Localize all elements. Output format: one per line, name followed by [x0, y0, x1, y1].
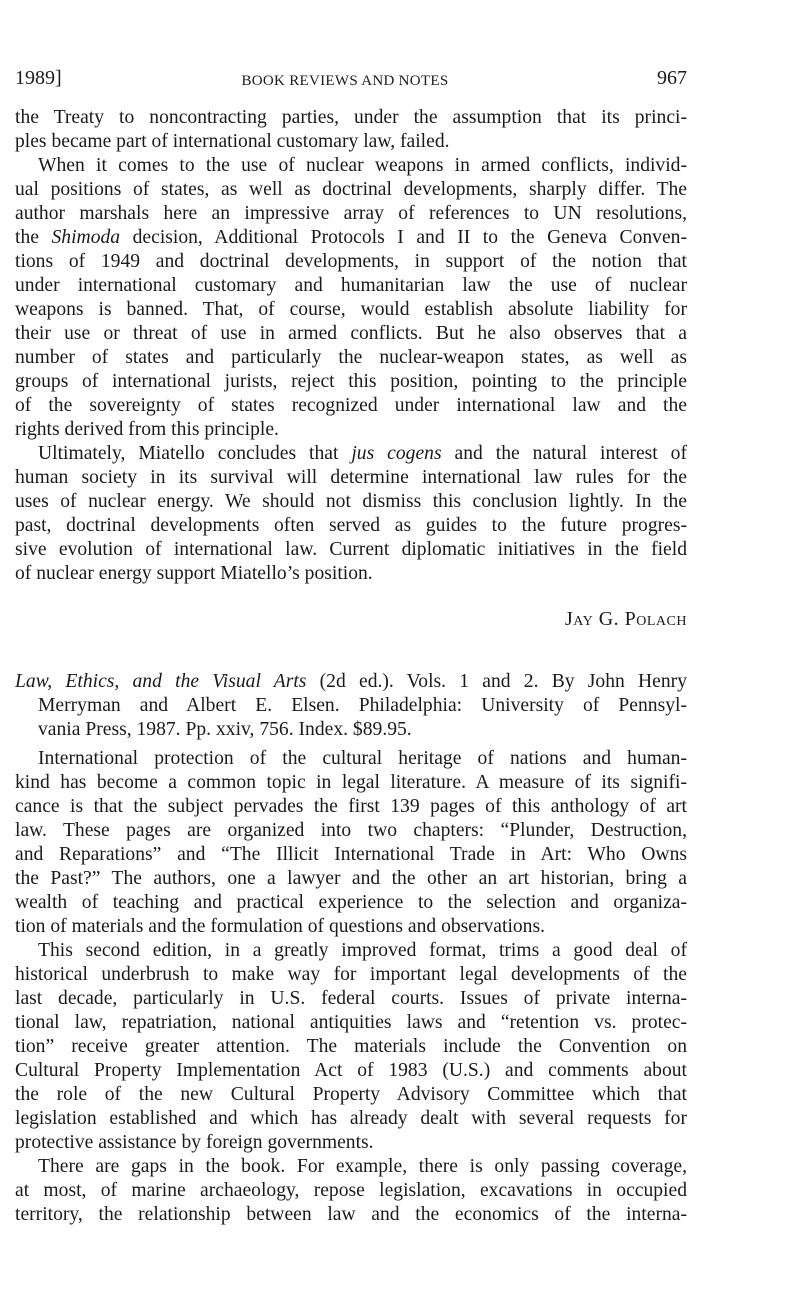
text-segment: rights derived from this principle.	[15, 419, 279, 440]
text-segment: (2d ed.). Vols. 1 and 2. By John Henry	[306, 671, 687, 692]
text-segment: Cultural Property Implementation Act of 1983 (U.S.) and comments about	[15, 1060, 687, 1081]
paragraph-line	[15, 867, 687, 891]
paragraph-line	[15, 1083, 687, 1107]
paragraph-line	[15, 346, 687, 370]
paragraph-line	[15, 466, 687, 490]
text-segment: the	[15, 227, 52, 248]
paragraph-line	[15, 1131, 687, 1155]
paragraph-line	[15, 250, 687, 274]
book-citation-line	[15, 670, 687, 694]
paragraph-line	[38, 1155, 687, 1179]
paragraph-line	[38, 939, 687, 963]
paragraph-line	[15, 1203, 687, 1227]
paragraph-line	[38, 154, 687, 178]
paragraph-line	[15, 771, 687, 795]
paragraph-line	[38, 747, 687, 771]
text-segment: tion of materials and the formulation of questions and observations.	[15, 916, 546, 937]
paragraph-line	[15, 490, 687, 514]
paragraph-line	[15, 1059, 687, 1083]
paragraph-line	[15, 514, 687, 538]
text-segment: cance is that the subject pervades the first 139 pages of this anthology of art	[15, 796, 687, 817]
paragraph-line	[15, 843, 687, 867]
paragraph-line	[15, 1179, 687, 1203]
paragraph-line	[15, 963, 687, 987]
text-segment: legislation established and which has already dealt with several requests for	[15, 1108, 687, 1129]
text-segment: and the natural interest of	[441, 443, 687, 464]
paragraph-line	[15, 226, 687, 250]
text-segment: last decade, particularly in U.S. federal courts. Issues of private interna-	[15, 988, 687, 1009]
paragraph-line	[15, 1035, 687, 1059]
paragraph-line	[15, 987, 687, 1011]
reviewer-signature: Jay G. Polach	[564, 608, 687, 630]
text-segment: author marshals here an impressive array of references to UN resolutions,	[15, 203, 687, 224]
page-number: 967	[657, 67, 687, 89]
text-segment: the role of the new Cultural Property Advisory Committee which that	[15, 1084, 687, 1105]
text-segment: past, doctrinal developments often served as guides to the future progres-	[15, 515, 687, 536]
text-segment: This second edition, in a greatly improved format, trims a good deal of	[38, 940, 687, 961]
text-segment: weapons is banned. That, of course, would establish absolute liability for	[15, 299, 687, 320]
paragraph-line	[15, 1011, 687, 1035]
running-head-title: BOOK REVIEWS AND NOTES	[241, 73, 449, 89]
text-segment: historical underbrush to make way for important legal developments of the	[15, 964, 687, 985]
book-citation-line	[38, 694, 687, 718]
paragraph-line	[38, 442, 687, 466]
text-segment: Ultimately, Miatello concludes that	[38, 443, 352, 464]
text-segment: ual positions of states, as well as doctrinal developments, sharply differ. The	[15, 179, 687, 200]
text-segment: groups of international jurists, reject this position, pointing to the principle	[15, 371, 687, 392]
text-segment: at most, of marine archaeology, repose legislation, excavations in occupied	[15, 1180, 687, 1201]
text-segment: kind has become a common topic in legal literature. A measure of its signifi-	[15, 772, 687, 793]
paragraph-line	[15, 915, 687, 939]
paragraph-line	[15, 202, 687, 226]
text-segment: and Reparations” and “The Illicit International Trade in Art: Who Owns	[15, 844, 687, 865]
text-segment: of the sovereignty of states recognized under international law and the	[15, 395, 687, 416]
paragraph-line	[15, 562, 687, 586]
text-segment: ples became part of international customary law, failed.	[15, 131, 450, 152]
text-segment: territory, the relationship between law and the economics of the interna-	[15, 1204, 687, 1225]
text-segment: the Treaty to noncontracting parties, under the assumption that its princi-	[15, 107, 687, 128]
text-segment: sive evolution of international law. Current diplomatic initiatives in the field	[15, 539, 687, 560]
text-segment: There are gaps in the book. For example, there is only passing coverage,	[38, 1156, 687, 1177]
text-segment: wealth of teaching and practical experience to the selection and organiza-	[15, 892, 687, 913]
italic-text-segment: Shimoda	[51, 227, 121, 248]
text-segment: Merryman and Albert E. Elsen. Philadelphia: University of Pennsyl-	[38, 695, 687, 716]
text-segment: human society in its survival will determine international law rules for the	[15, 467, 687, 488]
paragraph-line	[15, 130, 687, 154]
text-segment: under international customary and humanitarian law the use of nuclear	[15, 275, 687, 296]
paragraph-line	[15, 322, 687, 346]
text-segment: uses of nuclear energy. We should not dismiss this conclusion lightly. In the	[15, 491, 687, 512]
paragraph-line	[15, 274, 687, 298]
text-segment: law. These pages are organized into two chapters: “Plunder, Destruction,	[15, 820, 687, 841]
text-segment: of nuclear energy support Miatello’s position.	[15, 563, 373, 584]
text-segment: International protection of the cultural heritage of nations and human-	[38, 748, 687, 769]
text-segment: vania Press, 1987. Pp. xxiv, 756. Index. $89.95.	[38, 719, 412, 740]
text-segment: their use or threat of use in armed conflicts. But he also observes that a	[15, 323, 687, 344]
paragraph-line	[15, 178, 687, 202]
paragraph-line	[15, 394, 687, 418]
text-segment: decision, Additional Protocols I and II to the Geneva Conven-	[120, 227, 687, 248]
paragraph-line	[15, 891, 687, 915]
text-segment: tions of 1949 and doctrinal developments, in support of the notion that	[15, 251, 687, 272]
italic-text-segment: Law, Ethics, and the Visual Arts	[15, 671, 307, 692]
paragraph-line	[15, 106, 687, 130]
paragraph-line	[15, 298, 687, 322]
book-citation-line	[38, 718, 687, 742]
italic-text-segment: jus cogens	[351, 443, 442, 464]
text-segment: tion” receive greater attention. The materials include the Convention on	[15, 1036, 687, 1057]
text-segment: When it comes to the use of nuclear weapons in armed conflicts, individ-	[38, 155, 687, 176]
paragraph-line	[15, 819, 687, 843]
running-head-year: 1989]	[15, 67, 62, 89]
text-segment: the Past?” The authors, one a lawyer and the other an art historian, bring a	[15, 868, 687, 889]
text-segment: number of states and particularly the nuclear-weapon states, as well as	[15, 347, 687, 368]
text-segment: tional law, repatriation, national antiquities laws and “retention vs. protec-	[15, 1012, 687, 1033]
text-segment: protective assistance by foreign governments.	[15, 1132, 374, 1153]
paragraph-line	[15, 538, 687, 562]
paragraph-line	[15, 418, 687, 442]
paragraph-line	[15, 1107, 687, 1131]
paragraph-line	[15, 795, 687, 819]
paragraph-line	[15, 370, 687, 394]
